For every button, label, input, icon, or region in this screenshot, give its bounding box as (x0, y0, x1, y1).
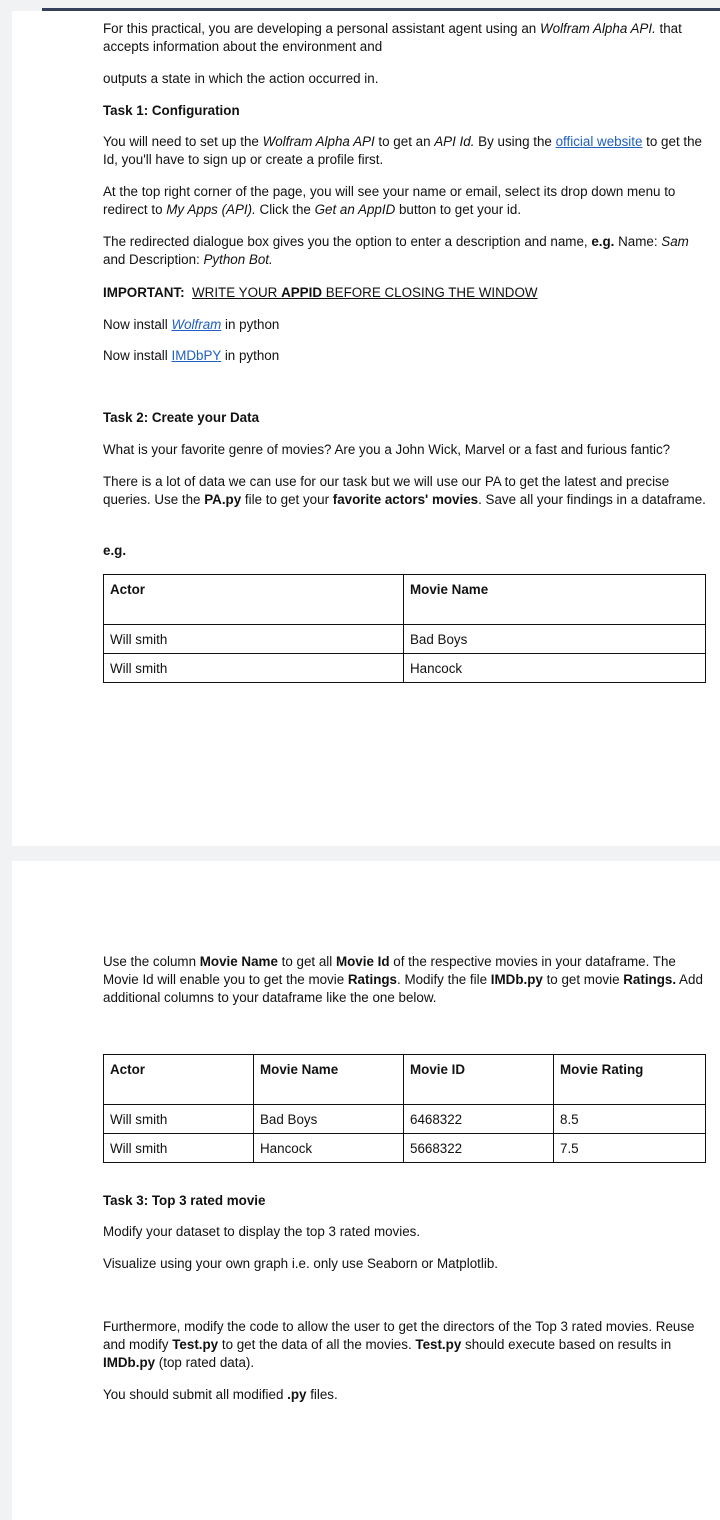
task2-paragraph-1: What is your favorite genre of movies? Are you a John Wick, Marvel or a fast and furious fantic? (103, 442, 671, 457)
table-cell: Will smith (104, 1105, 254, 1134)
task3-paragraph-1: Modify your dataset to display the top 3 rated movies. (103, 1224, 421, 1239)
intro-continuation: outputs a state in which the action occurred in. (103, 71, 379, 86)
table-row (104, 654, 706, 683)
intro-paragraph: For this practical, you are developing a personal assistant agent using an Wolfram Alpha API. that accepts information about the environment and (103, 21, 682, 54)
document-page-1 (12, 11, 720, 846)
task3-heading: Task 3: Top 3 rated movie (103, 1193, 266, 1208)
table-cell: 7.5 (554, 1134, 706, 1163)
task2-heading: Task 2: Create your Data (103, 410, 260, 425)
task1-paragraph-2: At the top right corner of the page, you will see your name or email, select its drop down menu to redirect to My Apps (API). Click the Get an AppID button to get your id. (103, 184, 676, 217)
task1-paragraph-3: The redirected dialogue box gives you the option to enter a description and name, e.g. Name: Sam and Description: Python Bot. (103, 234, 689, 267)
table-header-cell: Movie Rating (554, 1055, 706, 1105)
table-row (104, 1105, 706, 1134)
example-label: e.g. (103, 543, 127, 558)
table-cell: 8.5 (554, 1105, 706, 1134)
table-cell: Hancock (254, 1134, 404, 1163)
table-cell: Will smith (104, 1134, 254, 1163)
task1-heading: Task 1: Configuration (103, 103, 240, 118)
movie-id-paragraph: Use the column Movie Name to get all Movie Id of the respective movies in your dataframe. The Movie Id will enable you to get the movie Ratings. Modify the file IMDb.py to get movie Ratings. Add additional columns to your dataframe like the one below. (103, 954, 703, 1005)
install-imdbpy: Now install IMDbPY in python (103, 348, 280, 363)
task2-paragraph-2: There is a lot of data we can use for our task but we will use our PA to get the latest and precise queries. Use the PA.py file to get your favorite actors' movies. Save all your findings in a dataframe. (103, 474, 706, 507)
table-header-row (104, 575, 706, 625)
table-row (104, 625, 706, 654)
table-header-cell: Movie Name (254, 1055, 404, 1105)
table-cell: Hancock (404, 654, 706, 683)
movie-ratings-table (103, 1054, 706, 1163)
table-header-cell: Actor (104, 575, 404, 625)
actor-movie-table (103, 574, 706, 683)
table-cell: 5668322 (404, 1134, 554, 1163)
imdbpy-link[interactable]: IMDbPY (171, 348, 222, 363)
table-cell: Bad Boys (404, 625, 706, 654)
table-header-cell: Movie Name (404, 575, 706, 625)
table-cell: Will smith (104, 654, 404, 683)
table-header-cell: Movie ID (404, 1055, 554, 1105)
table-cell: Will smith (104, 625, 404, 654)
table-cell: Bad Boys (254, 1105, 404, 1134)
table-header-cell: Actor (104, 1055, 254, 1105)
task3-paragraph-3: Furthermore, modify the code to allow the user to get the directors of the Top 3 rated movies. Reuse and modify Test.py to get the data of all the movies. Test.py should execute based on results in IMDb.py (top rated data). (103, 1319, 695, 1370)
table-row (104, 1134, 706, 1163)
wolfram-link[interactable]: Wolfram (171, 317, 222, 332)
important-note: IMPORTANT: WRITE YOUR APPID BEFORE CLOSING THE WINDOW (103, 285, 538, 300)
submit-note: You should submit all modified .py files. (103, 1387, 338, 1402)
task1-paragraph-1: You will need to set up the Wolfram Alpha API to get an API Id. By using the official website to get the Id, you'll have to sign up or create a profile first. (103, 134, 702, 167)
table-header-row (104, 1055, 706, 1105)
install-wolfram: Now install Wolfram in python (103, 317, 280, 332)
official-website-link[interactable]: official website (555, 134, 643, 149)
document-page-2 (12, 861, 720, 1520)
task3-paragraph-2: Visualize using your own graph i.e. only use Seaborn or Matplotlib. (103, 1256, 499, 1271)
table-cell: 6468322 (404, 1105, 554, 1134)
